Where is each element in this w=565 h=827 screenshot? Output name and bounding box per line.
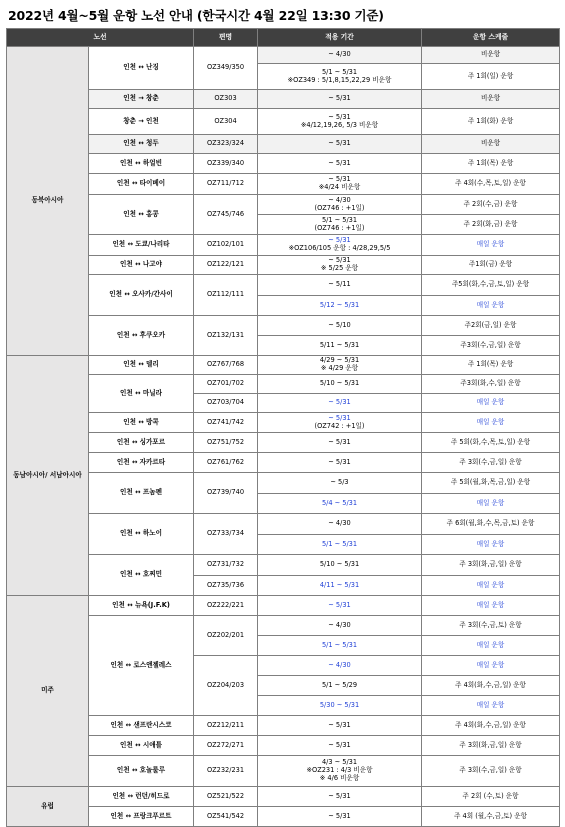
schedule-cell: 주5회(화,수,금,토,일) 운항: [422, 275, 560, 296]
table-row: [7, 316, 560, 336]
schedule-cell: 주 3회(화,금,일) 운항: [422, 555, 560, 576]
route-cell: 인천 ↔ 도쿄/나리타: [89, 235, 194, 256]
period-line: 5/1 ~ 5/31: [321, 215, 358, 224]
table-row: [7, 596, 560, 616]
route-cell: 인천 ↔ 타이베이: [89, 174, 194, 195]
period-cell: ~ 5/11: [258, 275, 422, 296]
table-row: [7, 256, 560, 275]
schedule-cell: 매일 운항: [422, 696, 560, 716]
period-cell: ~ 5/31: [258, 90, 422, 109]
route-cell: 인천 ↔ 홍콩: [89, 195, 194, 235]
schedule-cell: 주 1회(목) 운항: [422, 356, 560, 375]
schedule-cell: 주 4회(화,수,금,일) 운항: [422, 676, 560, 696]
period-cell: ~ 4/30: [258, 616, 422, 636]
route-cell: 인천 ↔ 자카르타: [89, 453, 194, 473]
period-line: ~ 5/31: [328, 236, 351, 245]
schedule-cell: 주 2회 (수,토) 운항: [422, 787, 560, 807]
schedule-cell: 주 5회(월,화,목,금,일) 운항: [422, 473, 560, 494]
period-note: (OZ742 : +1일): [314, 421, 365, 430]
schedule-cell: 주3회(화,수,일) 운항: [422, 375, 560, 394]
flight-cell: OZ761/762: [194, 453, 258, 473]
flight-cell: OZ232/231: [194, 756, 258, 787]
period-cell: ~ 5/10: [258, 316, 422, 336]
schedule-cell: 주 3회(수,금,일) 운항: [422, 453, 560, 473]
period-cell: ~ 4/30: [258, 47, 422, 64]
period-cell: ~ 5/31: [258, 453, 422, 473]
route-cell: 인천 ↔ 청두: [89, 135, 194, 154]
period-line: ~ 5/31: [328, 256, 351, 265]
region-cell: 동북아시아: [7, 47, 89, 356]
page-title: 2022년 4월~5월 운항 노선 안내 (한국시간 4월 22일 13:30 기준): [8, 8, 384, 23]
period-cell: ~ 5/31: [258, 736, 422, 756]
schedule-cell: 주2회(금,일) 운항: [422, 316, 560, 336]
route-cell: 인천 ↔ 런던/히드로: [89, 787, 194, 807]
route-cell: 인천 ↔ 마닐라: [89, 375, 194, 413]
schedule-cell: 주 1회(화) 운항: [422, 109, 560, 135]
region-cell: 동남아시아/ 서남아시아: [7, 356, 89, 596]
schedule-cell: 매일 운항: [422, 413, 560, 433]
region-cell: 미주: [7, 596, 89, 787]
table-row: [7, 154, 560, 174]
period-note: ※OZ106/105 운항 : 4/28,29,5/5: [288, 244, 391, 252]
period-cell: 5/10 ~ 5/31: [258, 375, 422, 394]
flight-cell: OZ222/221: [194, 596, 258, 616]
flight-cell: OZ735/736: [194, 576, 258, 596]
table-row: [7, 235, 560, 256]
schedule-cell: 매일 운항: [422, 576, 560, 596]
flight-cell: OZ703/704: [194, 394, 258, 413]
region-cell: 유럽: [7, 787, 89, 827]
schedule-cell: 매일 운항: [422, 235, 560, 256]
table-row: [7, 616, 560, 636]
period-line: ~ 5/31: [328, 112, 351, 121]
flight-cell: OZ339/340: [194, 154, 258, 174]
period-line: ~ 5/31: [328, 175, 351, 184]
schedule-cell: 주 4회 (월,수,금,토) 운항: [422, 807, 560, 827]
flight-cell: OZ701/702: [194, 375, 258, 394]
table-row: [7, 433, 560, 453]
schedule-cell: 매일 운항: [422, 636, 560, 656]
period-note: ※ 5/25 운항: [320, 264, 359, 272]
flight-cell: OZ122/121: [194, 256, 258, 275]
table-header-row: [7, 29, 560, 47]
flight-cell: OZ304: [194, 109, 258, 135]
table-row: [7, 453, 560, 473]
period-cell: 5/12 ~ 5/31: [258, 296, 422, 316]
flight-cell: OZ212/211: [194, 716, 258, 736]
period-cell: [258, 356, 422, 375]
table-row: [7, 109, 560, 135]
table-row: [7, 174, 560, 195]
period-cell: 5/10 ~ 5/31: [258, 555, 422, 576]
flight-cell: OZ741/742: [194, 413, 258, 433]
schedule-cell: 주 1회(일) 운항: [422, 64, 560, 90]
period-cell: 5/4 ~ 5/31: [258, 494, 422, 514]
schedule-cell: 주 2회(수,금) 운항: [422, 195, 560, 215]
route-cell: 인천 ↔ 뉴욕(J.F.K): [89, 596, 194, 616]
flight-cell: OZ541/542: [194, 807, 258, 827]
flight-cell: OZ751/752: [194, 433, 258, 453]
schedule-cell: 주 2회(화,금) 운항: [422, 215, 560, 235]
period-cell: [258, 235, 422, 256]
period-cell: ~ 5/31: [258, 433, 422, 453]
period-cell: 5/1 ~ 5/31: [258, 535, 422, 555]
table-row: [7, 413, 560, 433]
schedule-cell: 매일 운항: [422, 656, 560, 676]
route-cell: 인천 ↔ 하노이: [89, 514, 194, 555]
schedule-cell: 주3회(수,금,일) 운항: [422, 336, 560, 356]
period-note: (OZ746 : +1일): [314, 203, 365, 212]
header-flight: 편명: [194, 29, 258, 47]
table-row: [7, 716, 560, 736]
period-line: ~ 4/30: [328, 195, 351, 204]
period-cell: 5/30 ~ 5/31: [258, 696, 422, 716]
flight-cell: OZ739/740: [194, 473, 258, 514]
schedule-cell: 비운항: [422, 47, 560, 64]
period-note: ※4/12,19,26, 5/3 비운항: [300, 120, 379, 129]
period-note: ※ 4/29 운항: [320, 364, 359, 372]
period-line: 4/3 ~ 5/31: [321, 758, 358, 767]
period-line: 4/29 ~ 5/31: [319, 356, 360, 365]
route-cell: 창춘 → 인천: [89, 109, 194, 135]
period-note: ※OZ231 : 4/3 비운항: [306, 766, 373, 775]
route-cell: 인천 ↔ 방콕: [89, 413, 194, 433]
schedule-cell: 비운항: [422, 90, 560, 109]
period-cell: ~ 4/30: [258, 514, 422, 535]
schedule-cell: 매일 운항: [422, 296, 560, 316]
flight-cell: OZ731/732: [194, 555, 258, 576]
flight-cell: OZ112/111: [194, 275, 258, 316]
route-cell: 인천 → 창춘: [89, 90, 194, 109]
flight-cell: OZ767/768: [194, 356, 258, 375]
schedule-cell: 매일 운항: [422, 535, 560, 555]
table-row: [7, 555, 560, 576]
period-cell: [258, 756, 422, 787]
period-cell: [258, 413, 422, 433]
header-route: 노선: [7, 29, 194, 47]
period-cell: [258, 256, 422, 275]
flight-cell: OZ132/131: [194, 316, 258, 356]
route-cell: 인천 ↔ 프놈펜: [89, 473, 194, 514]
schedule-cell: 주 4회(수,목,토,일) 운항: [422, 174, 560, 195]
period-cell: [258, 109, 422, 135]
route-cell: 인천 ↔ 프랑크푸르트: [89, 807, 194, 827]
schedule-cell: 주 3회(수,금,일) 운항: [422, 756, 560, 787]
table-row: [7, 356, 560, 375]
flight-cell: OZ745/746: [194, 195, 258, 235]
period-note: (OZ746 : +1일): [314, 223, 365, 232]
schedule-cell: 비운항: [422, 135, 560, 154]
table-row: [7, 807, 560, 827]
schedule-cell: 매일 운항: [422, 394, 560, 413]
period-cell: ~ 5/31: [258, 394, 422, 413]
schedule-cell: 매일 운항: [422, 596, 560, 616]
schedule-cell: 주 4회(화,수,금,일) 운항: [422, 716, 560, 736]
route-cell: 인천 ↔ 싱가포르: [89, 433, 194, 453]
table-row: [7, 135, 560, 154]
schedule-cell: 매일 운항: [422, 494, 560, 514]
table-row: [7, 736, 560, 756]
flight-cell: OZ349/350: [194, 47, 258, 90]
schedule-cell: 주 3회(수,금,토) 운항: [422, 616, 560, 636]
schedule-cell: 주 5회(화,수,목,토,일) 운항: [422, 433, 560, 453]
route-cell: 인천 ↔ 오사카/간사이: [89, 275, 194, 316]
header-schedule: 운항 스케줄: [422, 29, 560, 47]
table-row: [7, 756, 560, 787]
period-cell: 5/11 ~ 5/31: [258, 336, 422, 356]
table-row: [7, 275, 560, 296]
table-row: [7, 473, 560, 494]
table-row: [7, 375, 560, 394]
flight-cell: OZ102/101: [194, 235, 258, 256]
flight-cell: OZ323/324: [194, 135, 258, 154]
flight-cell: OZ303: [194, 90, 258, 109]
schedule-cell: 주 3회(화,금,일) 운항: [422, 736, 560, 756]
period-cell: [258, 64, 422, 90]
period-cell: ~ 5/3: [258, 473, 422, 494]
table-row: [7, 195, 560, 215]
route-cell: 인천 ↔ 호놀룰루: [89, 756, 194, 787]
period-cell: 4/11 ~ 5/31: [258, 576, 422, 596]
flight-cell: OZ202/201: [194, 616, 258, 656]
flight-cell: OZ733/734: [194, 514, 258, 555]
route-cell: 인천 ↔ 난징: [89, 47, 194, 90]
table-row: [7, 90, 560, 109]
route-cell: 인천 ↔ 로스앤젤레스: [89, 616, 194, 716]
table-row: [7, 787, 560, 807]
table-row: [7, 47, 560, 64]
flight-cell: OZ204/203: [194, 656, 258, 716]
flight-cell: OZ521/522: [194, 787, 258, 807]
route-cell: 인천 ↔ 시애틀: [89, 736, 194, 756]
period-cell: ~ 5/31: [258, 154, 422, 174]
header-period: 적용 기간: [258, 29, 422, 47]
period-cell: ~ 5/31: [258, 135, 422, 154]
period-note: ※ 4/6 비운항: [319, 773, 360, 782]
table-row: [7, 514, 560, 535]
period-note: ※4/24 비운항: [318, 183, 361, 191]
period-cell: ~ 4/30: [258, 656, 422, 676]
period-line: ~ 5/31: [328, 413, 351, 422]
route-cell: 인천 ↔ 델리: [89, 356, 194, 375]
route-cell: 인천 ↔ 하얼빈: [89, 154, 194, 174]
period-cell: ~ 5/31: [258, 787, 422, 807]
route-cell: 인천 ↔ 호찌민: [89, 555, 194, 596]
route-cell: 인천 ↔ 샌프란시스코: [89, 716, 194, 736]
period-cell: [258, 174, 422, 195]
flight-cell: OZ711/712: [194, 174, 258, 195]
period-cell: 5/1 ~ 5/31: [258, 636, 422, 656]
route-schedule-table: [6, 28, 560, 827]
period-cell: ~ 5/31: [258, 596, 422, 616]
schedule-cell: 주 6회(월,화,수,목,금,토) 운항: [422, 514, 560, 535]
period-line: 5/1 ~ 5/31: [321, 67, 358, 76]
schedule-cell: 주 1회(목) 운항: [422, 154, 560, 174]
period-cell: ~ 5/31: [258, 716, 422, 736]
flight-cell: OZ272/271: [194, 736, 258, 756]
period-cell: [258, 195, 422, 215]
route-cell: 인천 ↔ 나고야: [89, 256, 194, 275]
route-cell: 인천 ↔ 후쿠오카: [89, 316, 194, 356]
period-cell: ~ 5/31: [258, 807, 422, 827]
schedule-cell: 주1회(금) 운항: [422, 256, 560, 275]
period-cell: [258, 215, 422, 235]
period-note: ※OZ349 : 5/1,8,15,22,29 비운항: [287, 75, 392, 84]
period-cell: 5/1 ~ 5/29: [258, 676, 422, 696]
